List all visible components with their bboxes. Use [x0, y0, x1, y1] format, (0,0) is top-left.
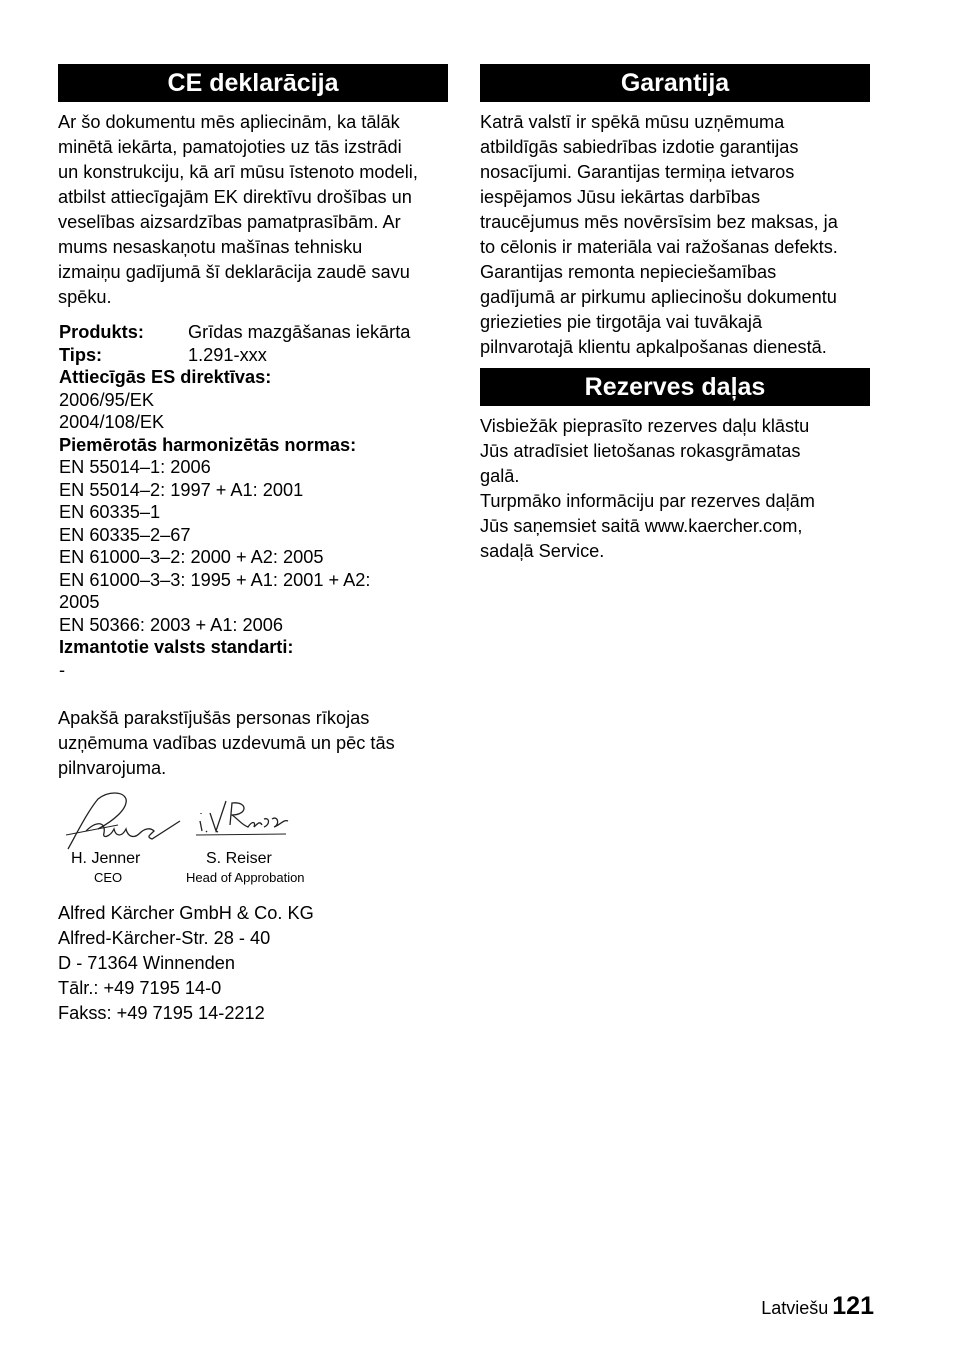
text-line: Visbiežāk pieprasīto rezerves daļu klāstu: [480, 416, 810, 436]
text-line: minētā iekārta, pamatojoties uz tās izstrādi: [58, 137, 402, 157]
national-standards-value: -: [59, 659, 66, 680]
directive-item: 2004/108/EK: [59, 412, 165, 432]
type-row: [59, 344, 448, 367]
text-line: izmaiņu gadījumā šī deklarācija zaudē savu: [58, 262, 410, 282]
text-line: Turpmāko informāciju par rezerves daļām: [480, 491, 815, 511]
directive-item: 2006/95/EK: [59, 389, 155, 410]
standard-item: EN 55014–2: 1997 + A1: 2001: [59, 479, 304, 500]
product-specifications: [58, 321, 448, 681]
standard-item: EN 60335–1: [59, 502, 161, 522]
text-line: gadījumā ar pirkumu apliecinošu dokumentu: [480, 287, 837, 307]
text-line: nosacījumi. Garantijas termiņa ietvaros: [480, 162, 795, 182]
type-value: 1.291-xxx: [188, 344, 267, 365]
text-line: griezieties pie tirgotāja vai tuvākajā: [480, 312, 763, 332]
address-line: Alfred Kärcher GmbH & Co. KG: [58, 903, 314, 923]
text-line: mums nesaskaņotu mašīnas tehnisku: [58, 237, 363, 257]
spare-parts-heading: Rezerves daļas: [480, 368, 870, 406]
text-line: atbilst attiecīgajām EK direktīvu drošības un: [58, 187, 412, 207]
spare-parts-text: [480, 414, 870, 564]
text-line: pilnvarotajā klientu apkalpošanas dienestā.: [480, 337, 827, 357]
standard-item: EN 50366: 2003 + A1: 2006: [59, 614, 283, 635]
standard-item: 2005: [59, 592, 100, 612]
text-line: Ar šo dokumentu mēs apliecinām, ka tālāk: [58, 112, 400, 132]
signatory-title: CEO: [94, 870, 123, 885]
text-line: pilnvarojuma.: [58, 758, 167, 778]
signatory-name: S. Reiser: [206, 850, 272, 867]
text-line: un konstrukciju, kā arī mūsu īstenoto modeli,: [58, 162, 418, 182]
text-line: spēku.: [58, 287, 112, 307]
address-line: Tālr.: +49 7195 14-0: [58, 978, 222, 998]
standards-label: Piemērotās harmonizētās normas:: [59, 434, 357, 455]
page-footer: [761, 1292, 874, 1321]
warranty-parts-column: [480, 64, 870, 564]
address-line: D - 71364 Winnenden: [58, 953, 235, 973]
text-line: atbildīgās sabiedrības izdotie garantijas: [480, 137, 799, 157]
text-line: Katrā valstī ir spēkā mūsu uzņēmuma: [480, 112, 785, 132]
company-address: [58, 901, 448, 1026]
warranty-heading: Garantija: [480, 64, 870, 102]
ce-intro-text: [58, 110, 448, 310]
standard-item: EN 55014–1: 2006: [59, 457, 211, 477]
standard-item: EN 61000–3–3: 1995 + A1: 2001 + A2:: [59, 569, 371, 590]
text-line: veselības aizsardzības pamatprasībām. Ar: [58, 212, 401, 232]
text-line: Garantijas remonta nepieciešamības: [480, 262, 777, 282]
directives-label: Attiecīgās ES direktīvas:: [59, 367, 272, 387]
text-line: traucējumus mēs novērsīsim bez maksas, ja: [480, 212, 838, 232]
signatures-block: [58, 791, 448, 891]
address-line: Fakss: +49 7195 14-2212: [58, 1003, 265, 1023]
signatory-name: H. Jenner: [71, 850, 141, 867]
ce-declaration-heading: CE deklarācija: [58, 64, 448, 102]
text-line: uzņēmuma vadības uzdevumā un pēc tās: [58, 733, 395, 753]
ce-declaration-column: [58, 64, 448, 1026]
text-line: Jūs saņemsiet saitā www.kaercher.com,: [480, 516, 803, 536]
signatory-title: Head of Approbation: [186, 870, 305, 885]
authority-text: [58, 706, 448, 781]
national-standards-label: Izmantotie valsts standarti:: [59, 637, 294, 657]
product-value: Grīdas mazgāšanas iekārta: [188, 322, 411, 342]
text-line: Jūs atradīsiet lietošanas rokasgrāmatas: [480, 441, 801, 461]
signature-reiser: [58, 791, 318, 853]
standard-item: EN 61000–3–2: 2000 + A2: 2005: [59, 547, 324, 567]
standard-item: EN 60335–2–67: [59, 524, 191, 545]
address-line: Alfred-Kärcher-Str. 28 - 40: [58, 928, 271, 948]
page-number: 121: [832, 1292, 874, 1320]
text-line: to cēlonis ir materiāla vai ražošanas defekts.: [480, 237, 838, 257]
warranty-text: [480, 110, 870, 360]
product-label: Produkts:: [59, 322, 144, 342]
footer-language: Latviešu: [761, 1298, 829, 1318]
text-line: sadaļā Service.: [480, 541, 605, 561]
text-line: Apakšā parakstījušās personas rīkojas: [58, 708, 370, 728]
text-line: galā.: [480, 466, 520, 486]
type-label: Tips:: [59, 344, 103, 365]
product-row: [59, 321, 448, 344]
text-line: iespējamos Jūsu iekārtas darbības: [480, 187, 761, 207]
